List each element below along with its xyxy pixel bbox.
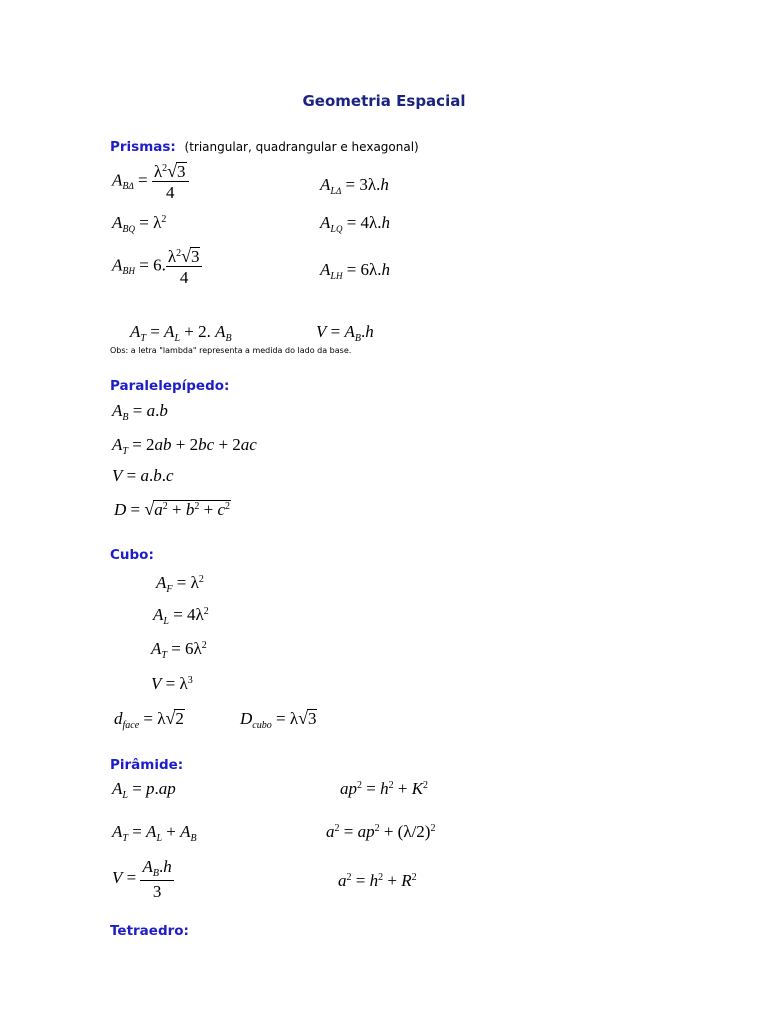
formula-prisma-ab-hex: $A_{BH} = 6$. $\frac{\lambda^2√3}{4}$: [112, 247, 202, 286]
section-prismas-label: Prismas:: [110, 139, 176, 155]
formula-pir-a: $a^2 = ap^2 + (\lambda/2)^2$: [326, 822, 436, 841]
section-paralelepipedo: Paralelepípedo:: [110, 378, 230, 394]
formula-prisma-al-hex: $A_{LH} = 6\lambda.h$: [320, 260, 391, 282]
formula-pir-a2: $a^2 = h^2 + R^2$: [338, 871, 417, 890]
formula-prisma-ab-tri: $A_{B\Delta}$ = $\frac{\lambda^2√3}{4}$: [112, 162, 189, 201]
formula-par-at: $A_T = 2ab + 2bc + 2ac$: [112, 435, 257, 457]
obs-note: Obs: a letra "lambda" representa a medida do lado da base.: [110, 346, 352, 355]
formula-pir-al: $A_L = p.ap$: [112, 779, 176, 801]
formula-par-d: $D = √a^2 + b^2 + c^2$: [114, 499, 230, 519]
formula-prisma-at: $A_T = A_L + 2$. $A_B$: [130, 322, 232, 344]
formula-prisma-v: $V = A_B.h$: [316, 322, 374, 344]
formula-par-v: V = a.b.c: [112, 466, 174, 485]
section-prismas-subtitle: (triangular, quadrangular e hexagonal): [184, 140, 419, 154]
formula-cubo-al: $A_L = 4\lambda^2$: [153, 605, 209, 627]
formula-cubo-af: $A_F = \lambda^2$: [156, 573, 204, 595]
section-cubo: Cubo:: [110, 547, 154, 563]
formula-pir-ap: $ap^2 = h^2 + K^2$: [340, 779, 429, 798]
formula-pir-at: $A_T = A_L + A_B$: [112, 822, 197, 844]
formula-cubo-dcubo: $D_{cubo} = \lambda√3$: [240, 708, 317, 731]
section-piramide: Pirâmide:: [110, 757, 184, 773]
section-prismas: [110, 139, 419, 155]
formula-prisma-ab-quad: $A_{BQ} = \lambda^2$: [112, 213, 167, 235]
page-title: Geometria Espacial: [302, 92, 466, 110]
formula-par-ab: $A_B = a.b$: [112, 401, 168, 423]
formula-prisma-al-quad: $A_{LQ} = 4\lambda.h$: [320, 213, 391, 235]
section-tetraedro: Tetraedro:: [110, 923, 189, 939]
formula-pir-v: V = $\frac{A_B.h}{3}$: [112, 857, 172, 901]
formula-cubo-v: $V = \lambda^3$: [151, 674, 193, 693]
formula-prisma-al-tri: $A_{L\Delta} = 3\lambda.h$: [320, 175, 389, 197]
formula-cubo-at: $A_T = 6\lambda^2$: [151, 639, 207, 661]
formula-cubo-dface: $d_{face} = \lambda√2$: [114, 708, 184, 731]
